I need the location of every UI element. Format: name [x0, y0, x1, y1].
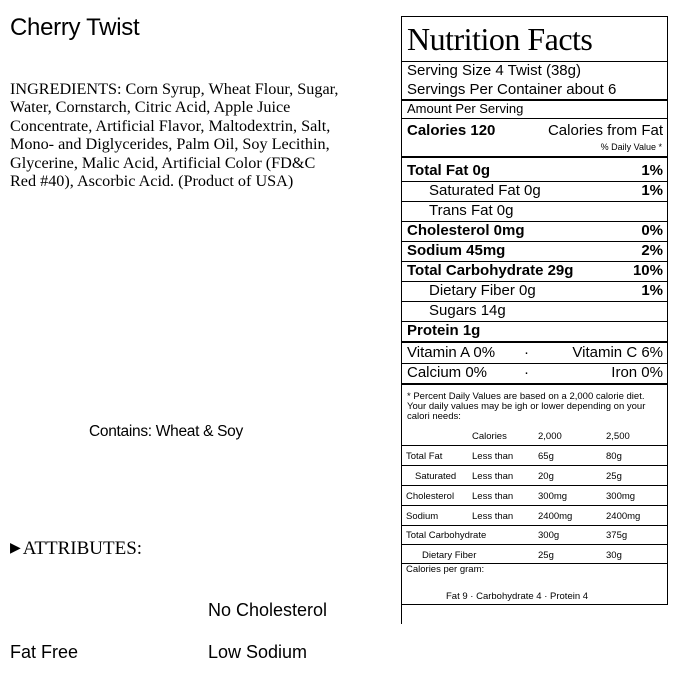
ref-sodium-2500: 2400mg	[606, 511, 641, 522]
nutrient-total-fat: Total Fat 0g	[407, 162, 491, 179]
iron: Iron 0%	[611, 364, 663, 381]
dv-sodium: 2%	[641, 242, 663, 259]
vitamin-c: Vitamin C 6%	[572, 344, 663, 361]
dv-total-carbohydrate: 10%	[632, 262, 663, 279]
ref-total-carbohydrate: Total Carbohydrate	[406, 530, 487, 541]
ref-total-fat-2000: 65g	[538, 451, 554, 462]
daily-value-header: % Daily Value *	[600, 142, 662, 152]
footnote-line-3: calori needs:	[407, 411, 461, 422]
amount-per-serving: Amount Per Serving	[407, 101, 524, 116]
panel-left-rule	[401, 604, 402, 624]
servings-per-container: Servings Per Container about 6	[407, 81, 617, 98]
ref-saturated-2000: 20g	[538, 471, 554, 482]
calcium: Calcium 0%	[407, 364, 488, 381]
ref-saturated: Saturated	[415, 471, 457, 482]
nutrient-dietary-fiber: Dietary Fiber 0g	[429, 282, 536, 299]
vitamin-a: Vitamin A 0%	[407, 344, 496, 361]
dv-saturated-fat: 1%	[641, 182, 663, 199]
ref-header-2000: 2,000	[538, 431, 562, 442]
ref-total-fat-qual: Less than	[472, 451, 514, 462]
dv-dietary-fiber: 1%	[641, 282, 663, 299]
ref-total-fat: Total Fat	[406, 451, 443, 462]
nutrition-heading: Nutrition Facts	[407, 21, 593, 57]
serving-size: Serving Size 4 Twist (38g)	[407, 62, 581, 79]
nutrient-sodium: Sodium 45mg	[407, 242, 506, 259]
bullet-separator: ·	[524, 344, 529, 361]
footnote-line-2: Your daily values may be igh or lower depending on your	[407, 401, 646, 412]
triangle-icon: ▶	[10, 541, 21, 556]
ref-sodium-qual: Less than	[472, 511, 514, 522]
calories-per-gram-values: Fat 9 · Carbohydrate 4 · Protein 4	[446, 591, 589, 602]
ref-total-carbohydrate-2000: 300g	[538, 530, 560, 541]
ref-dietary-fiber-2500: 30g	[606, 550, 622, 561]
ref-cholesterol: Cholesterol	[406, 491, 455, 502]
footnote-line-1: * Percent Daily Values are based on a 2,000 calorie diet.	[407, 391, 645, 402]
bullet-separator: ·	[524, 364, 529, 381]
ref-header-2500: 2,500	[606, 431, 630, 442]
ref-total-fat-2500: 80g	[606, 451, 622, 462]
attribute-no-cholesterol: No Cholesterol	[208, 600, 328, 620]
ref-total-carbohydrate-2500: 375g	[606, 530, 628, 541]
calories-per-gram-label: Calories per gram:	[406, 564, 485, 575]
allergen-statement: Contains: Wheat & Soy	[89, 423, 243, 440]
ref-sodium: Sodium	[406, 511, 439, 522]
attributes-heading	[10, 538, 142, 560]
ref-dietary-fiber: Dietary Fiber	[422, 550, 477, 561]
ref-saturated-qual: Less than	[472, 471, 514, 482]
nutrient-trans-fat: Trans Fat 0g	[429, 202, 514, 219]
ref-cholesterol-2500: 300mg	[606, 491, 636, 502]
panel-bottom-rule	[401, 604, 668, 605]
attributes-heading-label: ATTRIBUTES:	[22, 538, 143, 559]
ref-cholesterol-2000: 300mg	[538, 491, 568, 502]
calories: Calories 120	[407, 122, 496, 139]
attribute-low-sodium: Low Sodium	[208, 642, 308, 662]
ingredients-text: INGREDIENTS: Corn Syrup, Wheat Flour, Sugar, Water, Cornstarch, Citric Acid, Apple Juice Concentrate, Artificial Flavor, Maltodextrin, Salt, Mono- and Diglycerides, Palm Oil, Soy Lecithin, Glycerine, Malic Acid, Artificial Color (FD&C Red #40), Ascorbic Acid. (Product of USA)	[10, 80, 339, 191]
ref-header-calories: Calories	[472, 431, 507, 442]
dv-total-fat: 1%	[641, 162, 663, 179]
nutrient-sugars: Sugars 14g	[429, 302, 506, 319]
nutrient-total-carbohydrate: Total Carbohydrate 29g	[407, 262, 574, 279]
nutrient-saturated-fat: Saturated Fat 0g	[429, 182, 541, 199]
product-title: Cherry Twist	[10, 14, 140, 41]
dv-cholesterol: 0%	[641, 222, 663, 239]
nutrition-facts-panel	[401, 16, 668, 604]
nutrient-cholesterol: Cholesterol 0mg	[407, 222, 525, 239]
calories-from-fat: Calories from Fat	[547, 122, 663, 139]
attribute-fat-free: Fat Free	[10, 642, 79, 662]
ref-cholesterol-qual: Less than	[472, 491, 514, 502]
ref-sodium-2000: 2400mg	[538, 511, 573, 522]
nutrient-protein: Protein 1g	[407, 322, 481, 339]
ref-saturated-2500: 25g	[606, 471, 622, 482]
ref-dietary-fiber-2000: 25g	[538, 550, 554, 561]
